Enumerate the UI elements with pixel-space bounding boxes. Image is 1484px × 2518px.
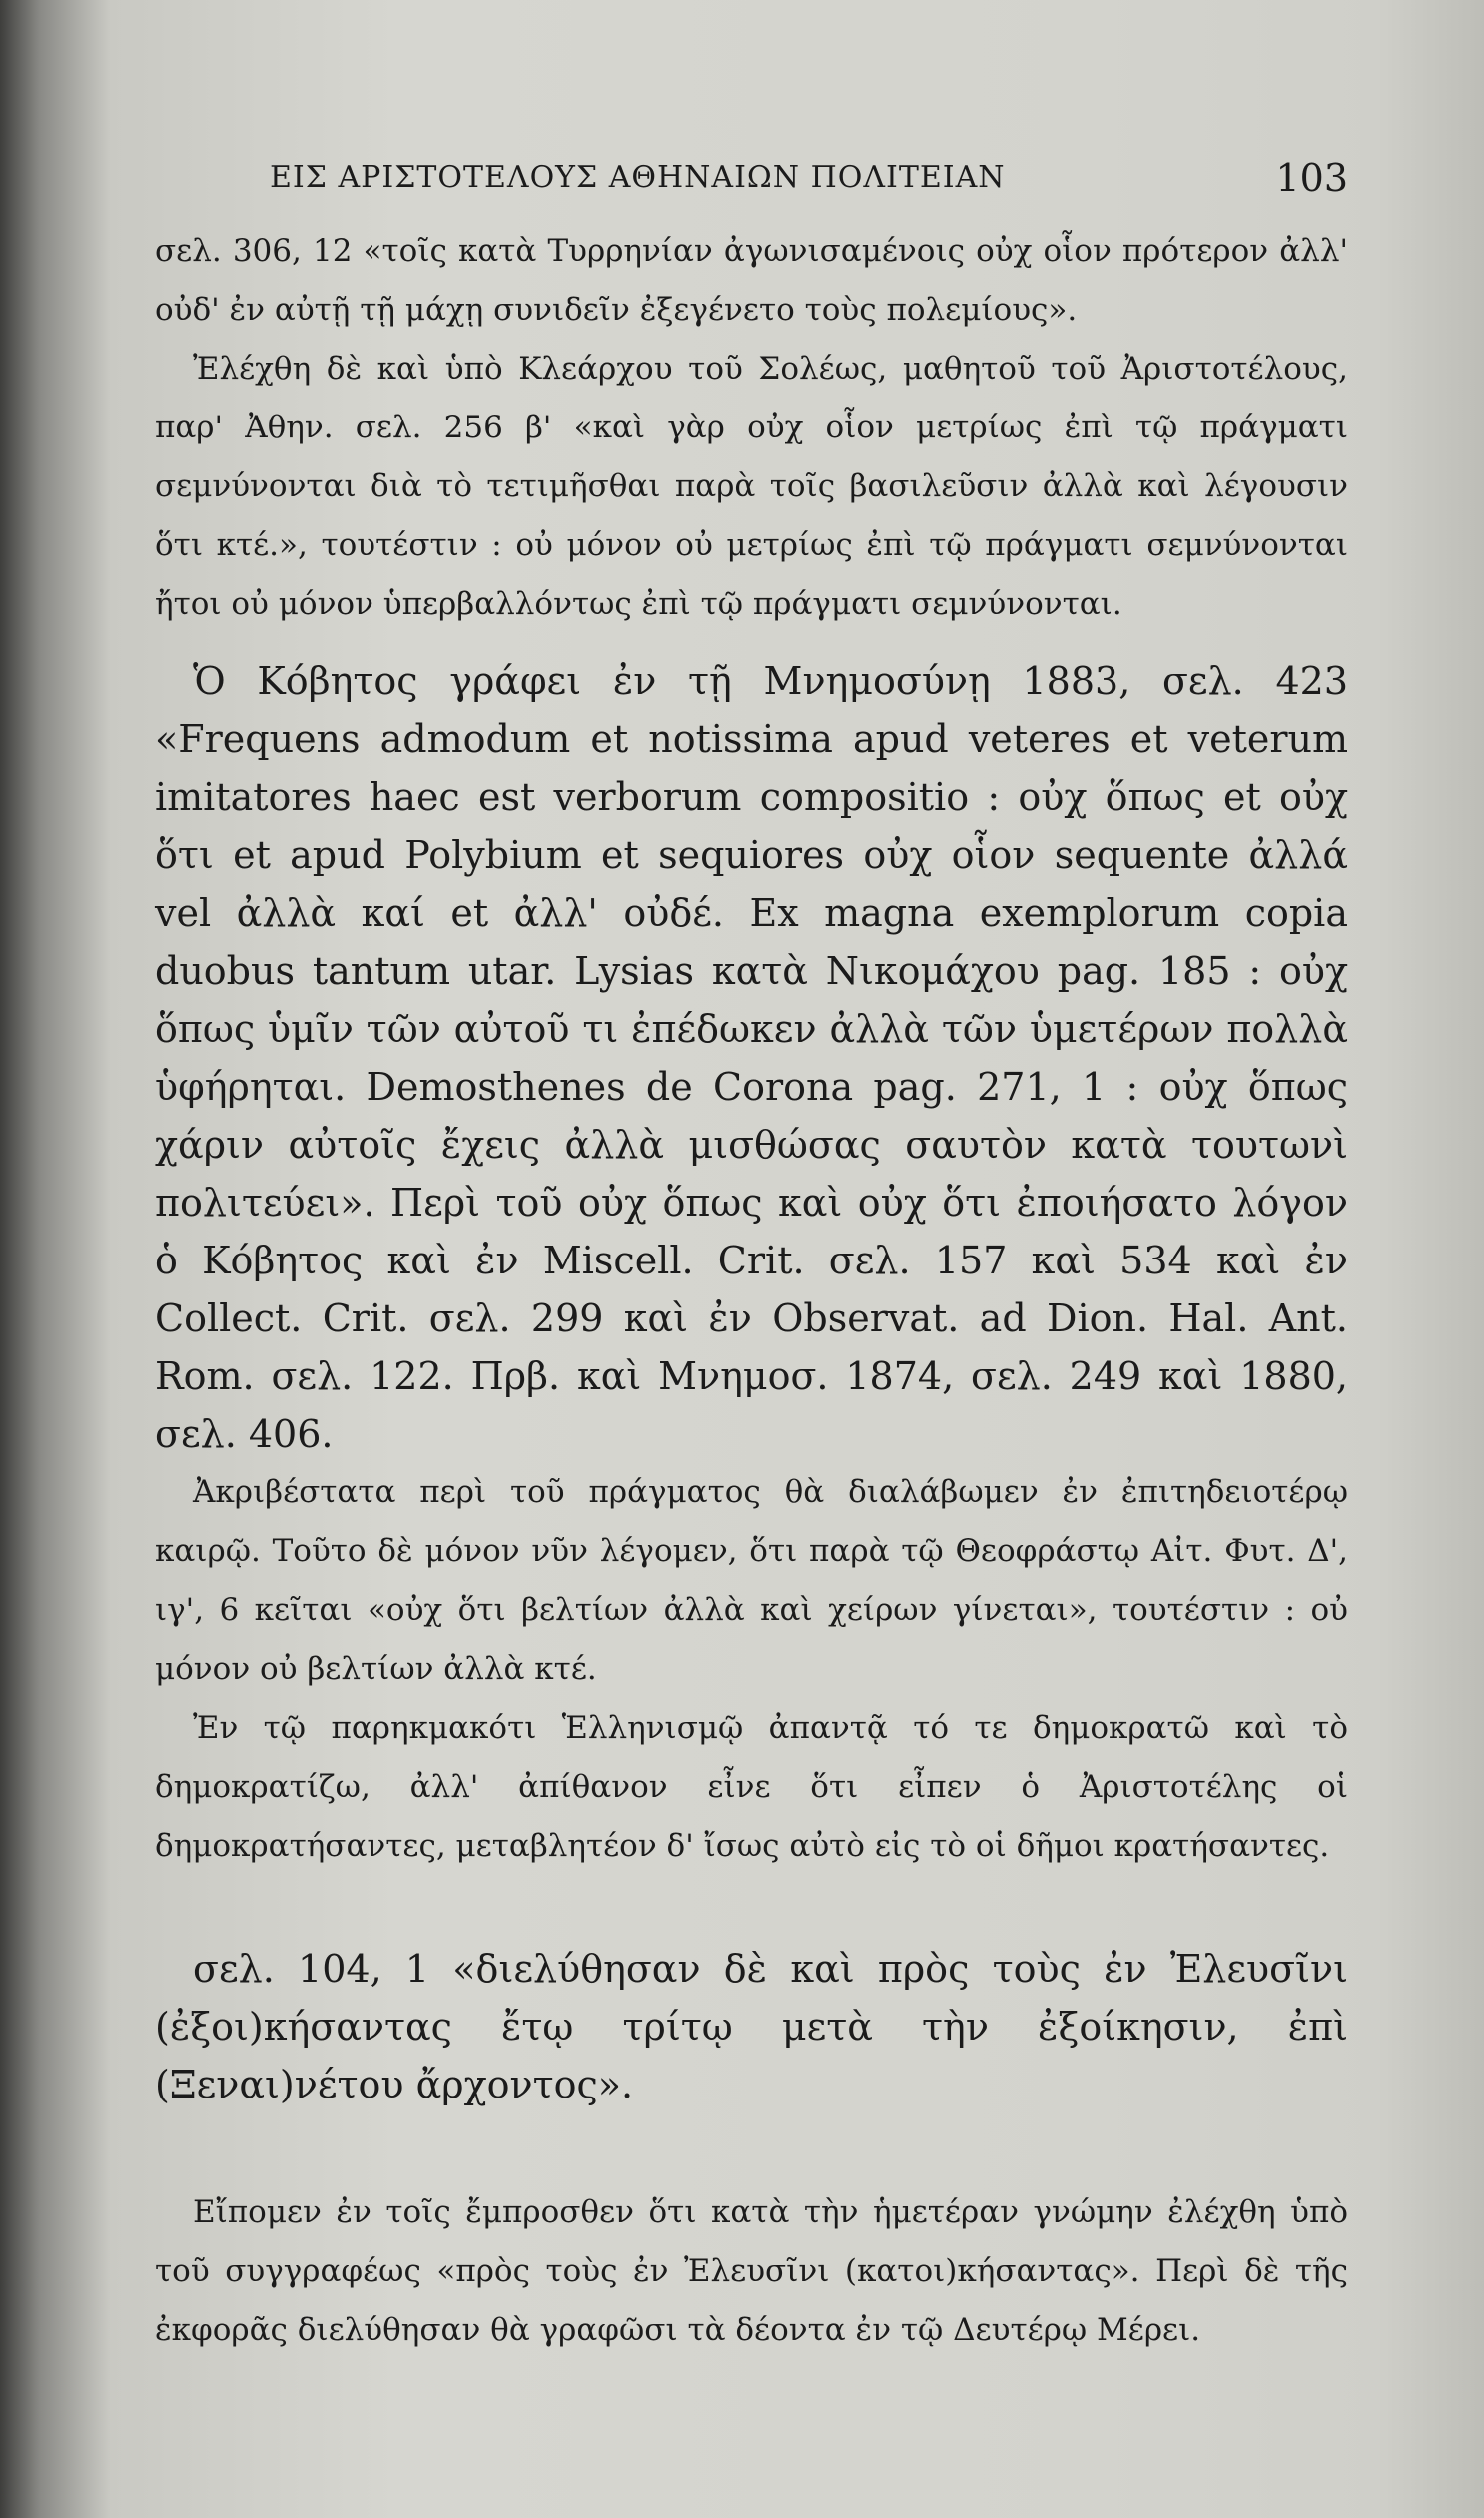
page-number: 103 (1275, 156, 1348, 200)
paragraph-democracy: Ἐν τῷ παρηκμακότι Ἑλληνισμῷ ἀπαντᾷ τό τε δημοκρατῶ καὶ τὸ δημοκρατίζω, ἀλλ' ἀπίθανον εἶνε ὅτι εἶπεν ὁ Ἀριστοτέλης οἱ δημοκρατήσαντες, μεταβλητέον δ' ἴσως αὐτὸ εἰς τὸ οἱ δῆμοι κρατήσαντες. (155, 1710, 1348, 1864)
paragraph-klearchos: Ἐλέχθη δὲ καὶ ὑπὸ Κλεάρχου τοῦ Σολέως, μαθητοῦ τοῦ Ἀριστοτέλους, παρ' Ἀθην. σελ. 256 β' «καὶ γὰρ οὐχ οἷον μετρίως ἐπὶ τῷ πράγματι σεμνύνονται διὰ τὸ τετιμῆσθαι παρὰ τοῖς βασιλεῦσιν ἀλλὰ καὶ λέγουσιν ὅτι κτέ.», τουτέστιν : οὐ μόνον οὐ μετρίως ἐπὶ τῷ πράγματι σεμνύνονται ἤτοι οὐ μόνον ὑπερβαλλόντως ἐπὶ τῷ πράγματι σεμνύνονται. (155, 351, 1348, 622)
paragraph-quote-306: σελ. 306, 12 «τοῖς κατὰ Τυρρηνίαν ἀγωνισαμένοις οὐχ οἷον πρότερον ἀλλ' οὐδ' ἐν αὐτῇ τῇ μάχῃ συνιδεῖν ἐξεγένετο τοὺς πολεμίους». (155, 233, 1348, 328)
paragraph-quote-104: σελ. 104, 1 «διελύθησαν δὲ καὶ πρὸς τοὺς ἐν Ἐλευσῖνι (ἐξοι)κήσαντας ἔτῳ τρίτῳ μετὰ τὴν ἐξοίκησιν, ἐπὶ (Ξεναι)νέτου ἄρχοντος». (155, 1947, 1348, 2106)
page-header (270, 156, 1348, 210)
paragraph-theophrastus: Ἀκριβέστατα περὶ τοῦ πράγματος θὰ διαλάβωμεν ἐν ἐπιτηδειοτέρῳ καιρῷ. Τοῦτο δὲ μόνον νῦν λέγομεν, ὅτι παρὰ τῷ Θεοφράστῳ Αἰτ. Φυτ. Δ', ιγ', 6 κεῖται «οὐχ ὅτι βελτίων ἀλλὰ καὶ χείρων γίνεται», τουτέστιν : οὐ μόνον οὐ βελτίων ἀλλὰ κτέ. (155, 1474, 1348, 1687)
running-head: ΕΙΣ ΑΡΙΣΤΟΤΕΛΟΥΣ ΑΘΗΝΑΙΩΝ ΠΟΛΙΤΕΙΑΝ (270, 160, 1006, 195)
paragraph-eleusis: Εἴπομεν ἐν τοῖς ἔμπροσθεν ὅτι κατὰ τὴν ἡμετέραν γνώμην ἐλέχθη ὑπὸ τοῦ συγγραφέως «πρὸς τοὺς ἐν Ἐλευσῖνι (κατοι)κήσαντας». Περὶ δὲ τῆς ἐκφορᾶς διελύθησαν θὰ γραφῶσι τὰ δέοντα ἐν τῷ Δευτέρῳ Μέρει. (155, 2194, 1348, 2348)
book-page (70, 0, 1438, 2518)
paragraph-cobet: Ὁ Κόβητος γράφει ἐν τῇ Μνημοσύνῃ 1883, σελ. 423 «Frequens admodum et notissima apud veteres et veterum imitatores haec est verborum compositio : οὐχ ὅπως et οὐχ ὅτι et apud Polybium et sequiores οὐχ οἷον sequente ἀλλά vel ἀλλὰ καί et ἀλλ' οὐδέ. Ex magna exemplorum copia duobus tantum utar. Lysias κατὰ Νικομάχου pag. 185 : οὐχ ὅπως ὑμῖν τῶν αὐτοῦ τι ἐπέδωκεν ἀλλὰ τῶν ὑμετέρων πολλὰ ὑφήρηται. Demosthenes de Corona pag. 271, 1 : οὐχ ὅπως χάριν αὐτοῖς ἔχεις ἀλλὰ μισθώσας σαυτὸν κατὰ τουτωνὶ πολιτεύει». Περὶ τοῦ οὐχ ὅπως καὶ οὐχ ὅτι ἐποιήσατο λόγον ὁ Κόβητος καὶ ἐν Miscell. Crit. σελ. 157 καὶ 534 καὶ ἐν Collect. Crit. σελ. 299 καὶ ἐν Observat. ad Dion. Hal. Ant. Rom. σελ. 122. Πρβ. καὶ Μνημοσ. 1874, σελ. 249 καὶ 1880, σελ. 406. (155, 659, 1348, 1456)
body-text (155, 222, 1348, 2360)
